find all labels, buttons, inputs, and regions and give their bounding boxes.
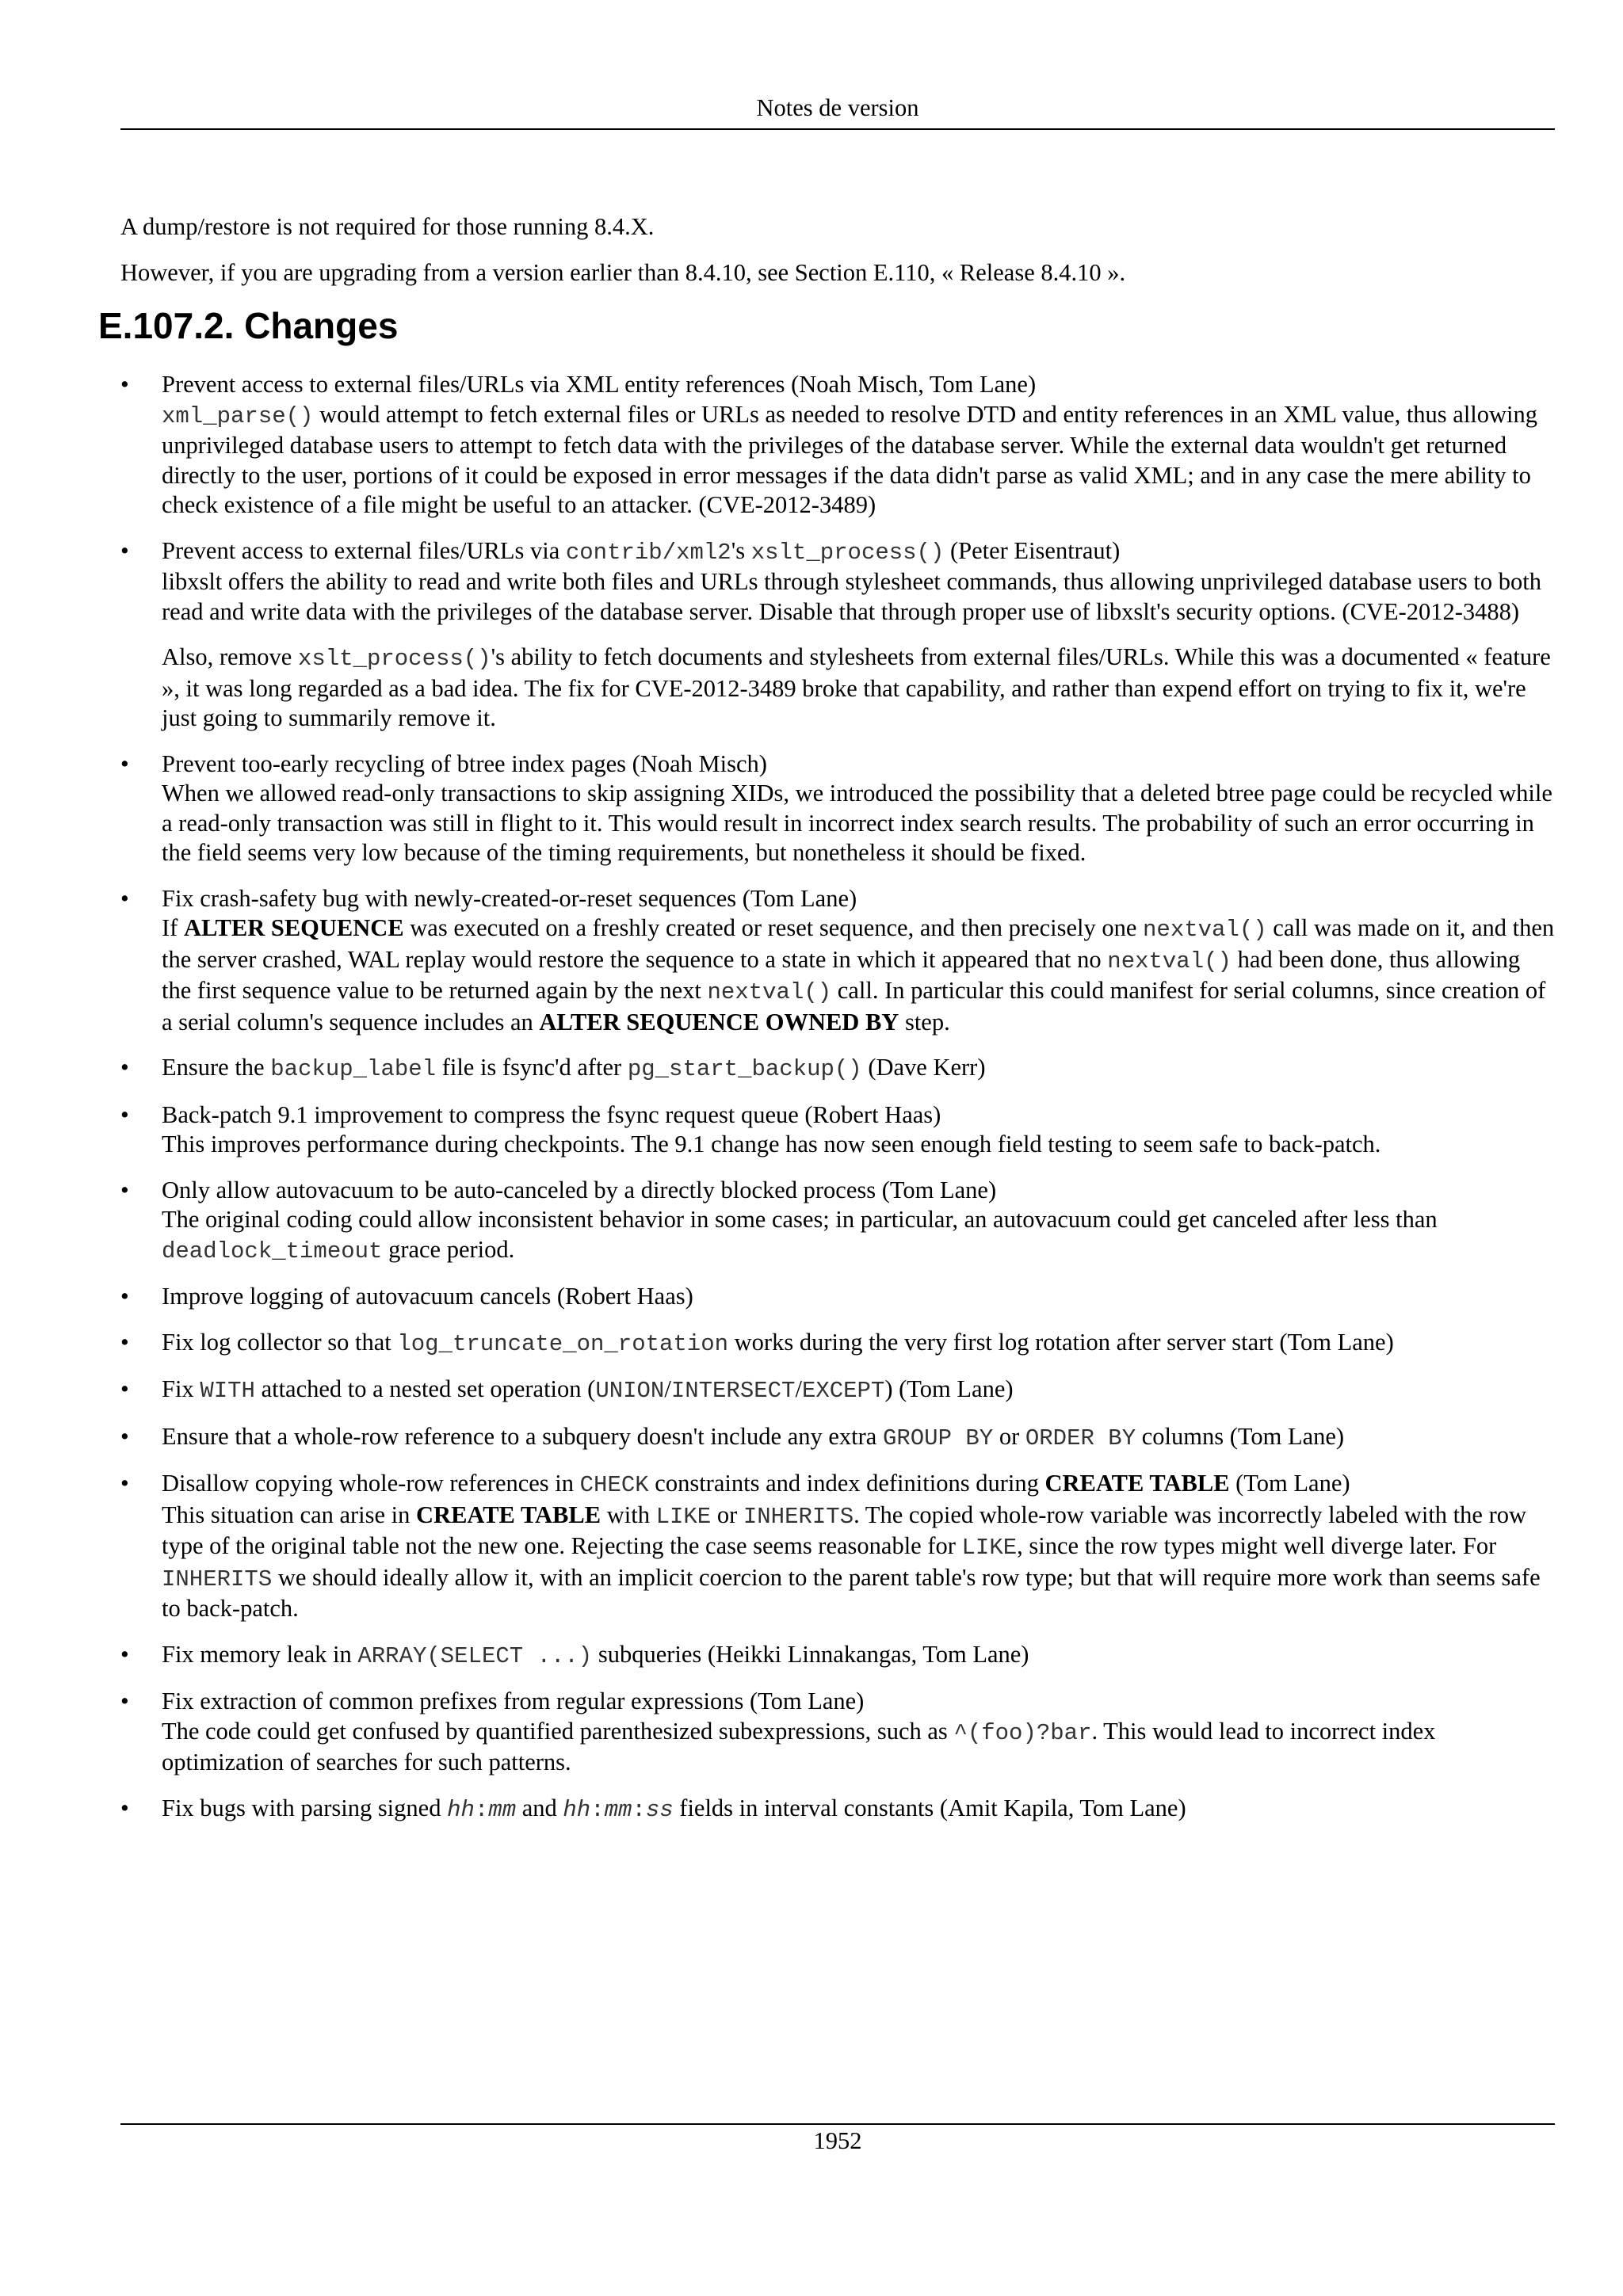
bullet-glyph: • bbox=[120, 1283, 129, 1310]
section-heading: E.107.2. Changes bbox=[98, 305, 399, 346]
item-detail: xml_parse() would attempt to fetch external files or URLs as needed to resolve DTD and entity references in an XML value, thus allowing unprivileged database users to attempt to fetch data with the privileges of the database server. While the external data wouldn't get returned directly to the user, portions of it could be exposed in error messages if the data didn't parse as valid XML; and in any case the mere ability to check existence of a file might be useful to an attacker. (CVE-2012-3489) bbox=[162, 400, 1538, 518]
item-lead: Prevent access to external files/URLs via contrib/xml2's xslt_process() (Peter Eisentraut) bbox=[162, 536, 1121, 566]
code-intersect: INTERSECT bbox=[670, 1378, 796, 1404]
bullet-glyph: • bbox=[120, 1176, 129, 1203]
list-item bbox=[120, 1282, 1555, 1312]
list-item bbox=[120, 884, 1555, 1038]
bullet-glyph: • bbox=[120, 1640, 129, 1668]
list-item bbox=[120, 1640, 1555, 1672]
item-lead: Disallow copying whole-row references in CHECK constraints and index definitions during CREATE TABLE (Tom Lane) bbox=[162, 1470, 1350, 1498]
code-like: LIKE bbox=[961, 1535, 1018, 1561]
item-lead: Fix log collector so that log_truncate_on_rotation works during the very first log rotation after server start (Tom Lane) bbox=[162, 1328, 1394, 1357]
list-item bbox=[120, 1375, 1555, 1406]
list-item bbox=[120, 1794, 1555, 1825]
item-lead: Back-patch 9.1 improvement to compress the fsync request queue (Robert Haas) bbox=[162, 1100, 941, 1128]
code-inherits: INHERITS bbox=[162, 1566, 273, 1592]
code-inherits: INHERITS bbox=[743, 1503, 854, 1530]
code-except: EXCEPT bbox=[801, 1378, 885, 1404]
changes-list bbox=[120, 370, 1555, 1825]
code-like: LIKE bbox=[655, 1503, 712, 1530]
item-lead: Fix memory leak in ARRAY(SELECT ...) subqueries (Heikki Linnakangas, Tom Lane) bbox=[162, 1640, 1029, 1669]
bullet-glyph: • bbox=[120, 1470, 129, 1497]
code-group-by: GROUP BY bbox=[882, 1425, 994, 1451]
item-lead: Improve logging of autovacuum cancels (Robert Haas) bbox=[162, 1283, 693, 1310]
item-lead: Fix bugs with parsing signed hh:mm and hh:mm:ss fields in interval constants (Amit Kapila, Tom Lane) bbox=[162, 1794, 1186, 1823]
code-contrib-xml2: contrib/xml2 bbox=[565, 539, 731, 566]
item-lead: Fix extraction of common prefixes from regular expressions (Tom Lane) bbox=[162, 1688, 865, 1714]
item-lead: Only allow autovacuum to be auto-canceled by a directly blocked process (Tom Lane) bbox=[162, 1176, 997, 1203]
code-regex: ^(foo)?bar bbox=[953, 1719, 1092, 1746]
bullet-glyph: • bbox=[120, 1422, 129, 1450]
item-lead: Fix crash-safety bug with newly-created-or-reset sequences (Tom Lane) bbox=[162, 884, 857, 912]
list-item bbox=[120, 1053, 1555, 1085]
code-array-select: ARRAY(SELECT ...) bbox=[357, 1642, 593, 1669]
bullet-glyph: • bbox=[120, 884, 129, 912]
list-item bbox=[120, 1176, 1555, 1267]
item-lead: Prevent access to external files/URLs via XML entity references (Noah Misch, Tom Lane) bbox=[162, 371, 1037, 398]
list-item bbox=[120, 1469, 1555, 1624]
bullet-glyph: • bbox=[120, 1794, 129, 1821]
item-detail: This situation can arise in CREATE TABLE with LIKE or INHERITS. The copied whole-row variable was incorrectly labeled with the row type of the original table not the new one. Rejecting the case seems reasonable for LIKE, since the row types might well diverge later. For INHERITS we should ideally allow it, with an implicit coercion to the parent table's row type; but that will require more work than seems safe to back-patch. bbox=[162, 1501, 1541, 1622]
item-lead: Ensure the backup_label file is fsync'd after pg_start_backup() (Dave Kerr) bbox=[162, 1054, 986, 1082]
list-item bbox=[120, 370, 1555, 521]
list-item bbox=[120, 536, 1555, 734]
list-item bbox=[120, 749, 1555, 868]
code-nextval: nextval() bbox=[707, 979, 832, 1005]
item-detail: The original coding could allow inconsistent behavior in some cases; in particular, an autovacuum could get canceled after less than deadlock_timeout grace period. bbox=[162, 1206, 1438, 1264]
item-lead: Ensure that a whole-row reference to a subquery doesn't include any extra GROUP BY or ORDER BY columns (Tom Lane) bbox=[162, 1422, 1345, 1451]
code-union: UNION bbox=[595, 1378, 665, 1404]
code-hh-mm-ss: hh:mm:ss bbox=[563, 1796, 674, 1823]
code-xslt-process: xslt_process() bbox=[297, 646, 491, 672]
command-name: ALTER SEQUENCE bbox=[183, 914, 404, 941]
code-backup-label: backup_label bbox=[270, 1056, 437, 1082]
item-lead: Prevent too-early recycling of btree index pages (Noah Misch) bbox=[162, 749, 767, 777]
command-name: ALTER SEQUENCE OWNED BY bbox=[539, 1008, 899, 1035]
code-with: WITH bbox=[200, 1378, 255, 1404]
code-deadlock-timeout: deadlock_timeout bbox=[162, 1238, 383, 1264]
running-header: Notes de version bbox=[756, 94, 919, 121]
list-item bbox=[120, 1100, 1555, 1160]
item-detail: This improves performance during checkpoints. The 9.1 change has now seen enough field testing to seem safe to back-patch. bbox=[162, 1131, 1381, 1158]
code-nextval: nextval() bbox=[1143, 917, 1267, 943]
bullet-glyph: • bbox=[120, 1375, 129, 1402]
bullet-glyph: • bbox=[120, 1688, 129, 1714]
list-item bbox=[120, 1328, 1555, 1360]
bullet-glyph: • bbox=[120, 1100, 129, 1128]
item-detail: Also, remove xslt_process()'s ability to fetch documents and stylesheets from external files/URLs. While this was a documented « feature », it was long regarded as a bad idea. The fix for CVE-2012-3489 broke that capability, and rather than expend effort on trying to fix it, we're just going to summarily remove it. bbox=[162, 643, 1551, 731]
list-item bbox=[120, 1422, 1555, 1454]
footer-rule bbox=[120, 2123, 1555, 2125]
page-number: 1952 bbox=[813, 2127, 862, 2154]
code-xml-parse: xml_parse() bbox=[162, 402, 314, 429]
code-pg-start-backup: pg_start_backup() bbox=[627, 1056, 862, 1082]
code-nextval: nextval() bbox=[1107, 948, 1232, 974]
item-detail: If ALTER SEQUENCE was executed on a freshly created or reset sequence, and then precisely one nextval() call was made on it, and then the server crashed, WAL replay would restore the sequence to a state in which it appeared that no nextval() had been done, thus allowing the first sequence value to be returned again by the next nextval() call. In particular this could manifest for serial columns, since creation of a serial column's sequence includes an ALTER SEQUENCE OWNED BY step. bbox=[162, 914, 1555, 1035]
item-detail: The code could get confused by quantified parenthesized subexpressions, such as ^(foo)?bar. This would lead to incorrect index optimization of searches for such patterns. bbox=[162, 1717, 1436, 1775]
bullet-glyph: • bbox=[120, 536, 129, 564]
code-hh-mm: hh:mm bbox=[447, 1796, 517, 1823]
bullet-glyph: • bbox=[120, 1328, 129, 1356]
command-name: CREATE TABLE bbox=[1044, 1470, 1230, 1497]
intro-paragraph: A dump/restore is not required for those running 8.4.X. bbox=[120, 213, 655, 240]
code-check: CHECK bbox=[579, 1472, 649, 1498]
code-log-truncate: log_truncate_on_rotation bbox=[397, 1330, 729, 1357]
command-name: CREATE TABLE bbox=[416, 1501, 601, 1528]
intro-paragraph: However, if you are upgrading from a version earlier than 8.4.10, see Section E.110, « Release 8.4.10 ». bbox=[120, 258, 1126, 286]
item-lead: Fix WITH attached to a nested set operation (UNION/INTERSECT/EXCEPT) (Tom Lane) bbox=[162, 1375, 1014, 1404]
bullet-glyph: • bbox=[120, 371, 129, 398]
item-detail: When we allowed read-only transactions to skip assigning XIDs, we introduced the possibility that a deleted btree page could be recycled while a read-only transaction was still in flight to it. This would result in incorrect index search results. The probability of such an error occurring in the field seems very low because of the timing requirements, but nonetheless it should be fixed. bbox=[162, 780, 1552, 866]
header-rule bbox=[120, 128, 1555, 130]
page-content bbox=[98, 212, 1555, 1840]
list-item bbox=[120, 1687, 1555, 1778]
item-detail: libxslt offers the ability to read and write both files and URLs through stylesheet commands, thus allowing unprivileged database users to both read and write data with the privileges of the database server. Disable that through proper use of libxslt's security options. (CVE-2012-3488) bbox=[162, 568, 1541, 625]
bullet-glyph: • bbox=[120, 1054, 129, 1081]
code-order-by: ORDER BY bbox=[1025, 1425, 1136, 1451]
code-xslt-process: xslt_process() bbox=[750, 539, 945, 566]
bullet-glyph: • bbox=[120, 749, 129, 777]
